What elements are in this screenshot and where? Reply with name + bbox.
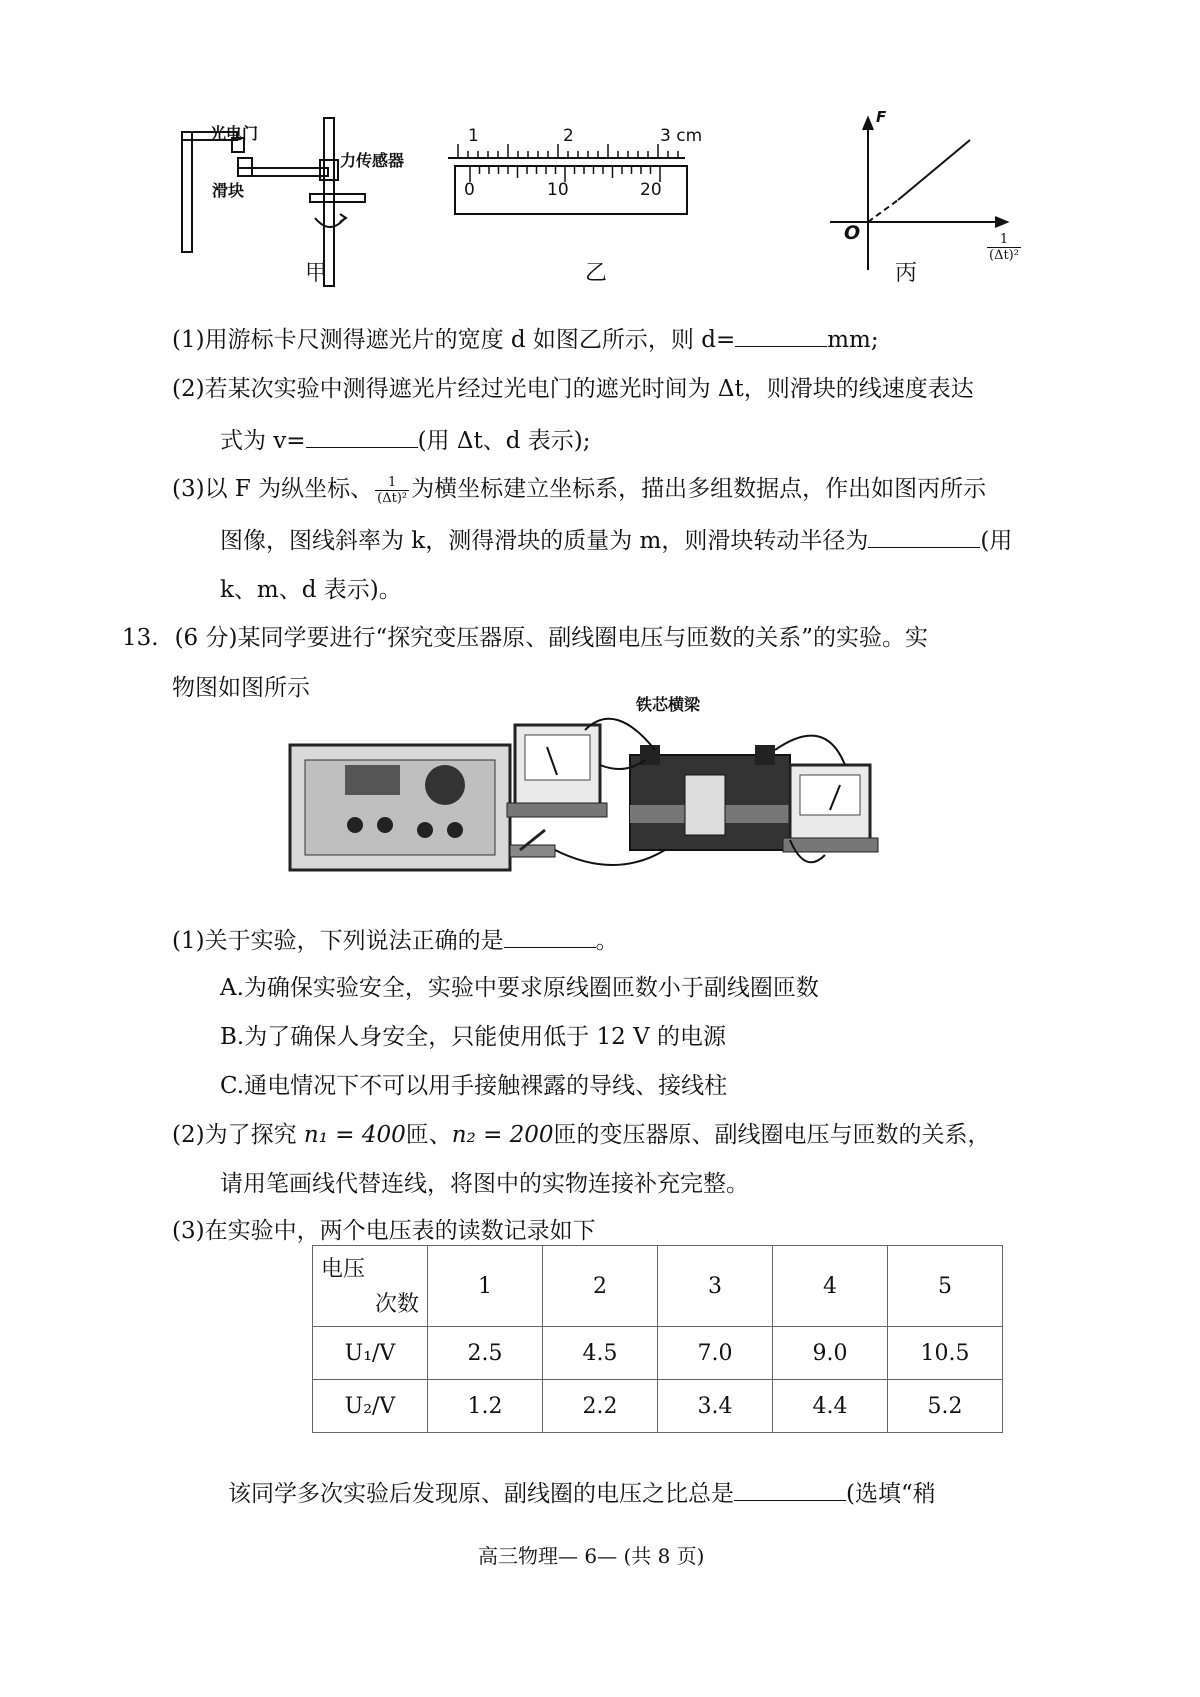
main-tick-3cm: 3 cm (660, 126, 703, 146)
q12-p3-pre: (3)以 F 为纵坐标、 (172, 476, 374, 502)
table-col-header: 4 (773, 1246, 888, 1327)
q12-p2-note: (用 Δt、d 表示); (417, 428, 591, 454)
vernier-tick-0: 0 (464, 180, 475, 200)
table-row (313, 1380, 1003, 1433)
table-row (313, 1327, 1003, 1380)
table-col-header: 2 (543, 1246, 658, 1327)
q12-p3-post: 为横坐标建立坐标系，描出多组数据点，作出如图丙所示 (411, 476, 987, 502)
q12-part2-line1: (2)若某次实验中测得遮光片经过光电门的遮光时间为 Δt，则滑块的线速度表达 (172, 376, 974, 402)
figure-jia-caption: 甲 (305, 261, 328, 286)
table-col-header: 1 (428, 1246, 543, 1327)
q13-apparatus-photo (285, 705, 925, 885)
table-header-row (313, 1246, 1003, 1327)
q13-part2-line2: 请用笔画线代替连线，将图中的实物连接补充完整。 (220, 1171, 749, 1197)
table-cell: 2.5 (428, 1327, 543, 1380)
q13-p2-mid: 匝、 (405, 1122, 452, 1148)
q13-part3: (3)在实验中，两个电压表的读数记录如下 (172, 1218, 596, 1244)
switch (510, 845, 555, 857)
q12-p3-fraction (375, 475, 409, 506)
q13-part2-line1 (172, 1120, 991, 1150)
q13-stem-text: (6 分)某同学要进行“探究变压器原、副线圈电压与匝数的关系”的实验。实 (174, 625, 928, 651)
figure-jia (170, 110, 430, 290)
figure-bing-caption: 丙 (895, 261, 918, 286)
bing-x-den: (Δt)² (989, 248, 1019, 263)
main-tick-1: 1 (468, 126, 479, 146)
q12-part3-line3: k、m、d 表示)。 (220, 577, 402, 603)
q12-p3-frac-den: (Δt)² (377, 490, 408, 506)
q12-p3-l2-text: 图像，图线斜率为 k，测得滑块的质量为 m，则滑块转动半径为 (220, 528, 869, 554)
q12-p3-l2-post: (用 (980, 528, 1013, 554)
q13-p2-pre: (2)为了探究 (172, 1122, 304, 1148)
q13-final-blank[interactable] (734, 1478, 846, 1501)
table-cell: 3.4 (658, 1380, 773, 1433)
force-sensor-label: 力传感器 (340, 151, 405, 170)
table-head-top: 电压 (321, 1257, 366, 1282)
q13-part1 (172, 925, 619, 956)
q13-p2-post: 匝的变压器原、副线圈电压与匝数的关系， (553, 1122, 991, 1148)
table-cell: 2.2 (543, 1380, 658, 1433)
q12-part2-line2 (220, 425, 590, 456)
q12-part3-line2 (220, 525, 1012, 556)
q12-part3-line1 (172, 474, 986, 506)
vernier-tick-10: 10 (547, 180, 569, 200)
q13-n2: n₂ = 200 (451, 1122, 554, 1148)
table-cell: 5.2 (888, 1380, 1003, 1433)
table-cell: 7.0 (658, 1327, 773, 1380)
bing-x-axis-label (985, 232, 1023, 263)
vernier-tick-20: 20 (640, 180, 662, 200)
q13-final-line (228, 1478, 936, 1509)
q12-p3-frac-num: 1 (375, 475, 409, 491)
table-cell: 4.5 (543, 1327, 658, 1380)
table-col-header: 3 (658, 1246, 773, 1327)
q13-stem-line1 (122, 623, 928, 653)
q12-p3-blank[interactable] (868, 525, 980, 548)
table-row-label: U₁/V (313, 1327, 428, 1380)
bing-y-axis-label: F (876, 108, 887, 126)
table-cell: 4.4 (773, 1380, 888, 1433)
q12-p2-text: 式为 v= (220, 428, 306, 454)
q13-number: 13. (122, 625, 159, 651)
table-cell: 9.0 (773, 1327, 888, 1380)
q13-stem-line2: 物图如图所示 (172, 675, 310, 701)
table-cell: 1.2 (428, 1380, 543, 1433)
q13-final-post: (选填“稍 (846, 1481, 936, 1507)
q13-p1-blank[interactable] (504, 925, 596, 948)
main-tick-2: 2 (563, 126, 574, 146)
q13-final-text: 该同学多次实验后发现原、副线圈的电压之比总是 (228, 1481, 734, 1507)
table-cell: 10.5 (888, 1327, 1003, 1380)
q13-option-a[interactable]: A.为确保实验安全，实验中要求原线圈匝数小于副线圈匝数 (220, 975, 819, 1001)
q12-p1-blank[interactable] (735, 324, 827, 347)
q13-p1-end: 。 (595, 928, 619, 954)
q12-p1-unit: mm; (827, 327, 879, 353)
q13-p1-text: (1)关于实验，下列说法正确的是 (172, 928, 504, 954)
slider-label: 滑块 (212, 181, 245, 200)
page-footer: 高三物理— 6— (共 8 页) (478, 1544, 705, 1568)
photogate-label: 光电门 (210, 124, 259, 143)
q13-n1: n₁ = 400 (303, 1122, 406, 1148)
table-row-label: U₂/V (313, 1380, 428, 1433)
q12-p2-blank[interactable] (306, 425, 418, 448)
figure-yi-caption: 乙 (585, 261, 608, 286)
voltage-table (312, 1245, 1003, 1433)
q13-option-b[interactable]: B.为了确保人身安全，只能使用低于 12 V 的电源 (220, 1024, 727, 1050)
table-corner-cell (313, 1246, 428, 1327)
q12-p1-text: (1)用游标卡尺测得遮光片的宽度 d 如图乙所示，则 d= (172, 327, 736, 353)
bing-origin-label: O (844, 222, 861, 244)
bing-x-num: 1 (987, 232, 1021, 248)
table-col-header: 5 (888, 1246, 1003, 1327)
iron-core-beam-label: 铁芯横梁 (636, 695, 701, 714)
q12-part1 (172, 324, 879, 355)
table-head-bottom: 次数 (374, 1292, 419, 1317)
q13-option-c[interactable]: C.通电情况下不可以用手接触裸露的导线、接线柱 (220, 1073, 728, 1099)
